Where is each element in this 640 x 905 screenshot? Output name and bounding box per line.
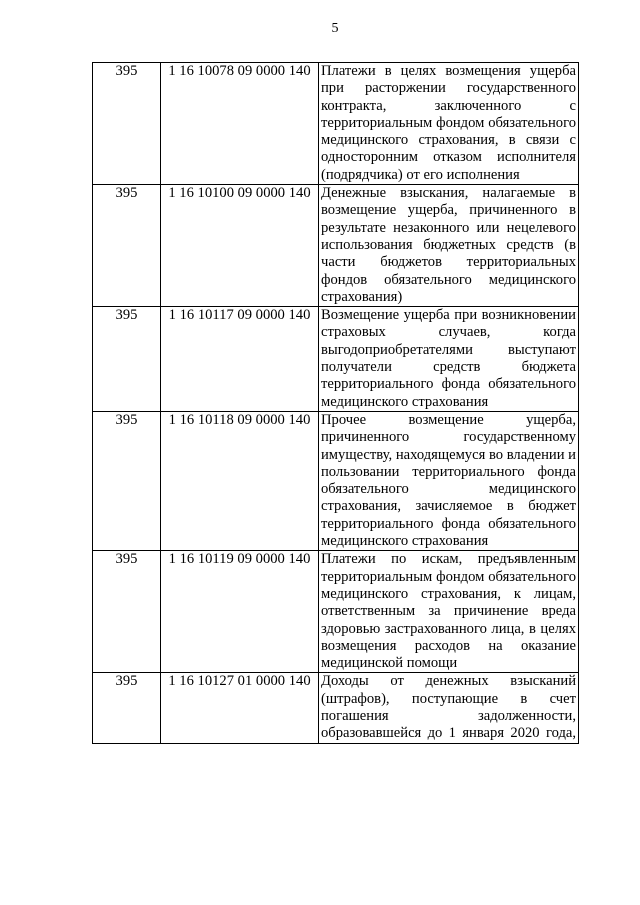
budget-code-cell: 1 16 10100 09 0000 140 [161, 185, 319, 307]
admin-code-cell: 395 [93, 63, 161, 185]
table-row [93, 185, 579, 307]
budget-code-cell: 1 16 10118 09 0000 140 [161, 411, 319, 550]
table-row [93, 411, 579, 550]
budget-code-cell: 1 16 10119 09 0000 140 [161, 551, 319, 673]
description-cell: Возмещение ущерба при возникновении страховых случаев, когда выгодоприобретателями выступают получатели средств бюджета территориального фонда обязательного медицинского страхования [319, 307, 579, 412]
description-cell: Прочее возмещение ущерба, причиненного государственному имуществу, находящемуся во владении и пользовании территориального фонда обязательного медицинского страхования, зачисляемое в бюджет территориального фонда обязательного медицинского страхования [319, 411, 579, 550]
description-cell: Денежные взыскания, налагаемые в возмещение ущерба, причиненного в результате незаконного или нецелевого использования бюджетных средств (в части бюджетов территориальных фондов обязательного медицинского страхования) [319, 185, 579, 307]
admin-code-cell: 395 [93, 551, 161, 673]
admin-code-cell: 395 [93, 185, 161, 307]
budget-code-cell: 1 16 10117 09 0000 140 [161, 307, 319, 412]
admin-code-cell: 395 [93, 411, 161, 550]
admin-code-cell: 395 [93, 673, 161, 743]
table-row [93, 673, 579, 743]
table-row [93, 63, 579, 185]
admin-code-cell: 395 [93, 307, 161, 412]
description-cell: Платежи по искам, предъявленным территориальным фондом обязательного медицинского страхования, к лицам, ответственным за причинение вреда здоровью застрахованного лица, в целях возмещения расходов на оказание медицинской помощи [319, 551, 579, 673]
table-row [93, 551, 579, 673]
budget-code-cell: 1 16 10127 01 0000 140 [161, 673, 319, 743]
description-cell: Платежи в целях возмещения ущерба при расторжении государственного контракта, заключенного с территориальным фондом обязательного медицинского страхования, в связи с односторонним отказом исполнителя (подрядчика) от его исполнения [319, 63, 579, 185]
description-cell: Доходы от денежных взысканий (штрафов), поступающие в счет погашения задолженности, образовавшейся до 1 января 2020 года, [319, 673, 579, 743]
budget-code-cell: 1 16 10078 09 0000 140 [161, 63, 319, 185]
table-row [93, 307, 579, 412]
budget-codes-table [92, 62, 579, 744]
page-number: 5 [331, 21, 339, 36]
